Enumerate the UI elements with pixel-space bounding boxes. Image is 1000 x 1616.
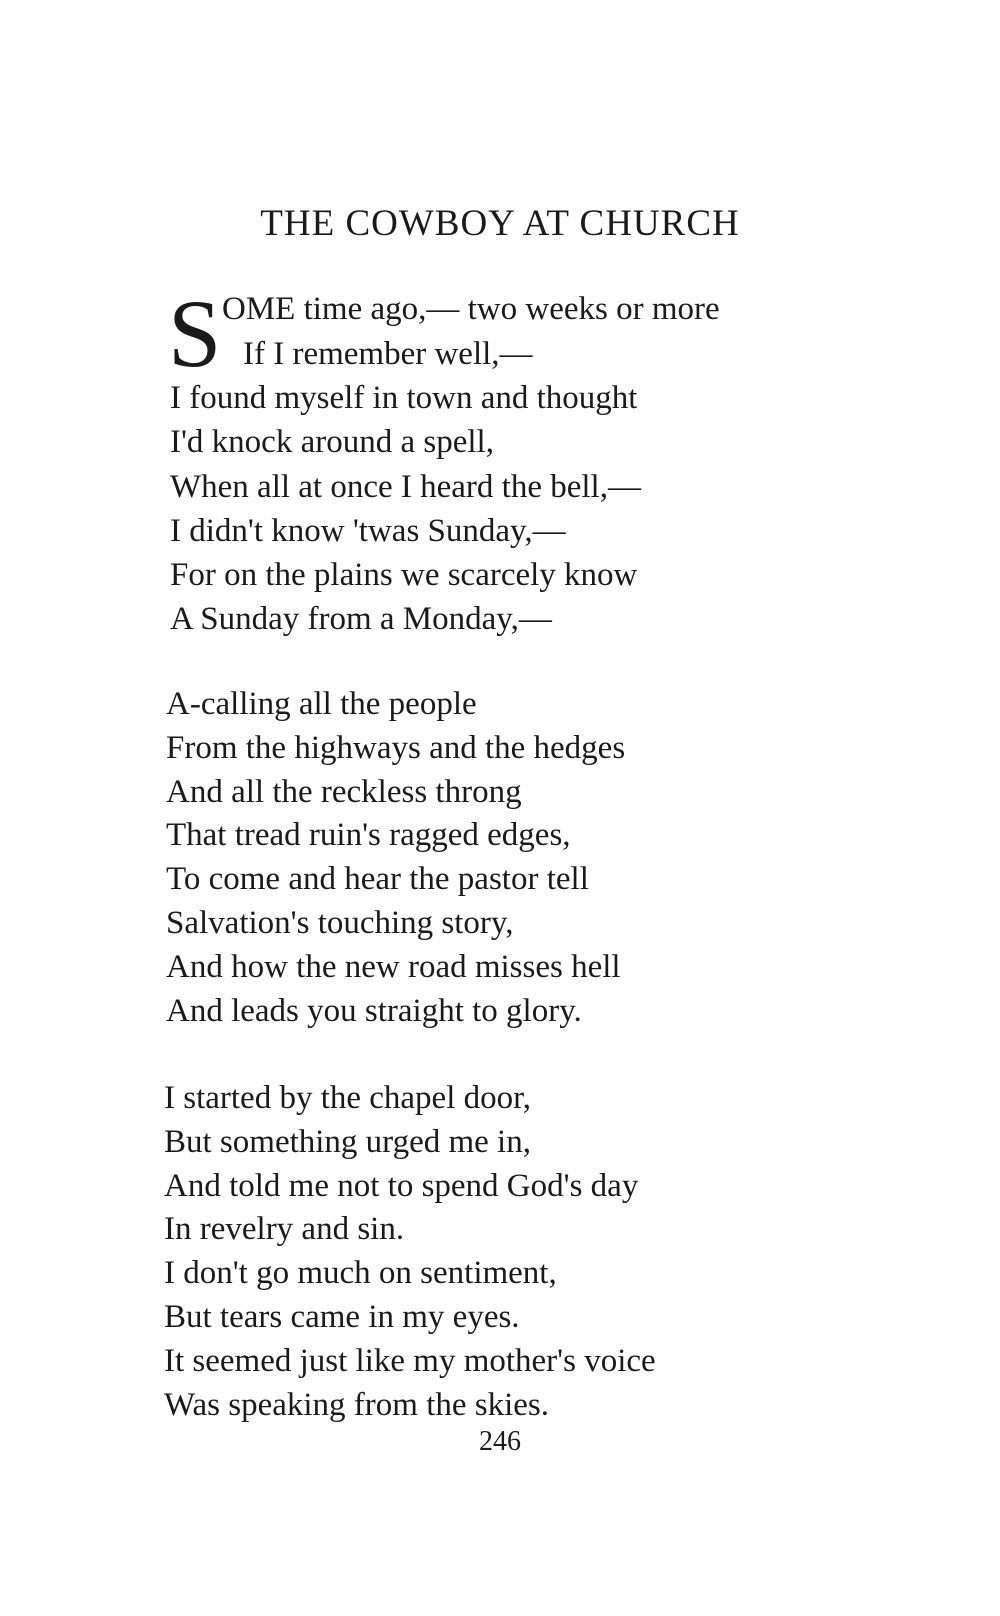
poem-line: I found myself in town and thought (170, 380, 638, 416)
poem-line: I don't go much on sentiment, (164, 1255, 557, 1291)
poem-line: A Sunday from a Monday,— (170, 601, 552, 637)
poem-line: If I remember well,— (243, 336, 533, 372)
poem-line: But something urged me in, (164, 1124, 531, 1160)
poem-line: Salvation's touching story, (166, 905, 514, 941)
poem-line: But tears came in my eyes. (164, 1299, 520, 1335)
poem-line: I didn't know 'twas Sunday,— (170, 513, 566, 549)
poem-line: And told me not to spend God's day (164, 1168, 639, 1204)
poem-line: Was speaking from the skies. (164, 1387, 550, 1423)
poem-line: And how the new road misses hell (166, 949, 621, 985)
poem-line: I'd knock around a spell, (170, 424, 494, 460)
poem-line: To come and hear the pastor tell (166, 861, 589, 897)
poem-line: And leads you straight to glory. (166, 993, 582, 1029)
poem-line: For on the plains we scarcely know (170, 557, 638, 593)
poem-title: THE COWBOY AT CHURCH (260, 203, 740, 244)
poem-line: It seemed just like my mother's voice (164, 1343, 656, 1379)
poem-line: A-calling all the people (166, 686, 477, 722)
poem-line: From the highways and the hedges (166, 730, 626, 766)
poem-line: When all at once I heard the bell,— (170, 469, 641, 505)
poem-line: And all the reckless throng (166, 774, 522, 810)
poem-line: That tread ruin's ragged edges, (166, 817, 571, 853)
poem-line: In revelry and sin. (164, 1211, 405, 1247)
poem-line: OME time ago,— two weeks or more (222, 291, 720, 327)
page-number: 246 (479, 1426, 521, 1457)
drop-cap: S (168, 280, 222, 387)
poem-line: I started by the chapel door, (164, 1080, 532, 1116)
